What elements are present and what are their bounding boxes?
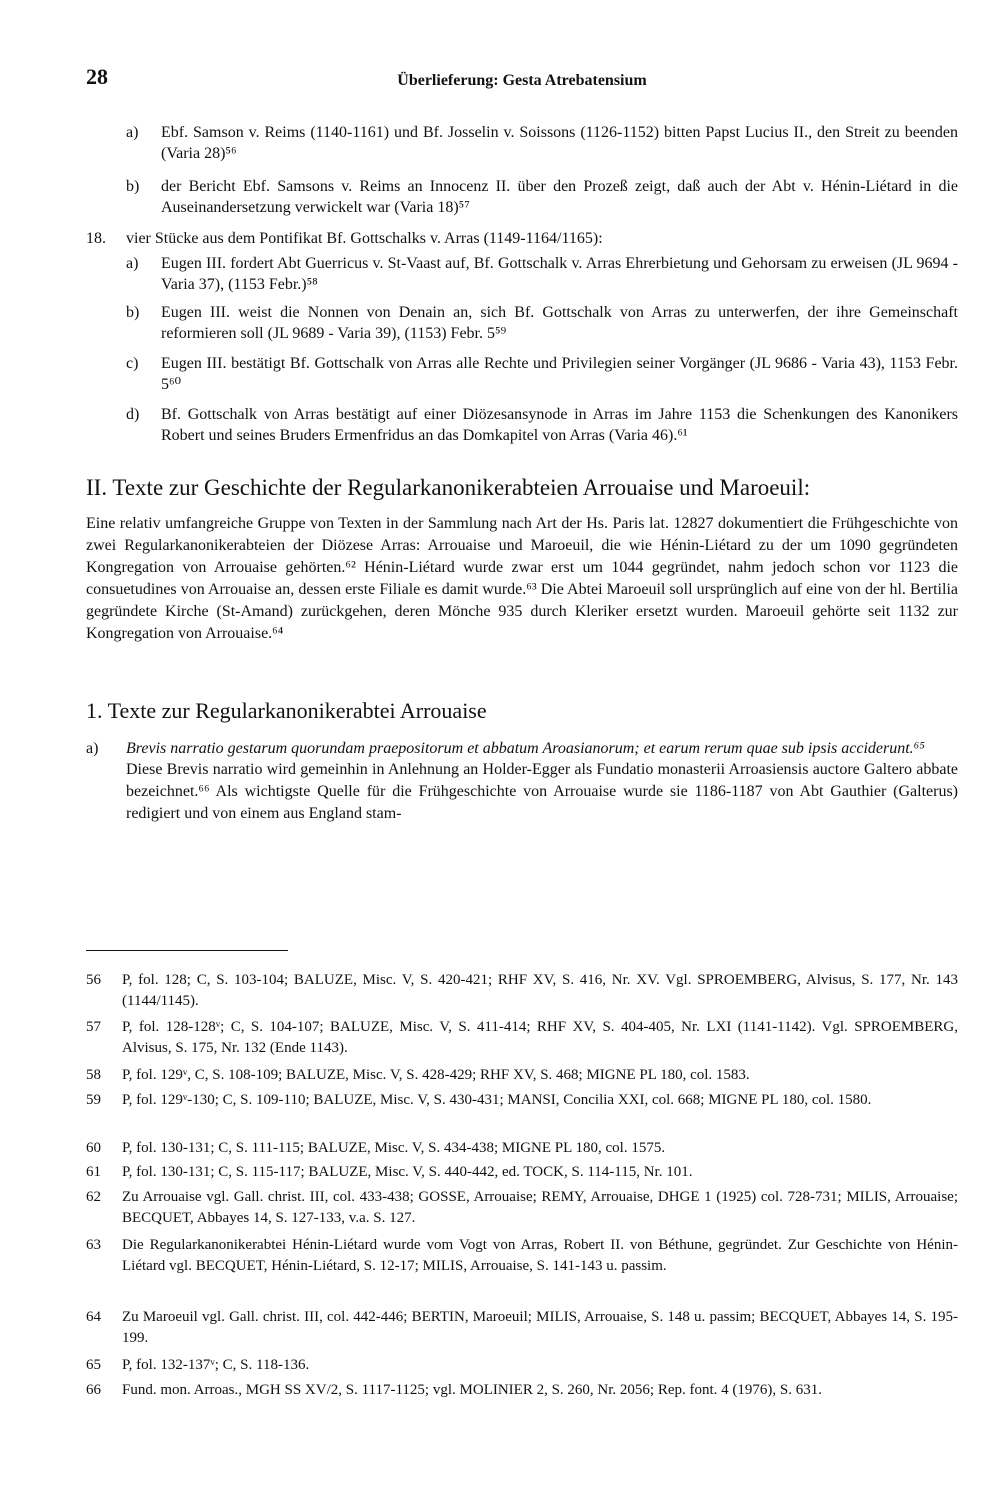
- subsection-heading: 1. Texte zur Regularkanonikerabtei Arrouaise: [86, 698, 487, 723]
- footnote: [86, 1355, 958, 1376]
- footnote-text: P, fol. 128-128ᵛ; C, S. 104-107; BALUZE, Misc. V, S. 411-414; RHF XV, S. 404-405, Nr. LXI (1141-1142). Vgl. SPROEMBERG, Alvisus, S. 175, Nr. 132 (Ende 1143).: [122, 1019, 958, 1056]
- list-item-label: 18.: [86, 230, 106, 247]
- footnote-number: 56: [86, 972, 101, 988]
- footnote: [86, 1162, 958, 1183]
- footnote: [86, 1090, 958, 1111]
- work-title: Brevis narratio gestarum quorundam praepositorum et abbatum Aroasianorum; et earum rerum quae sub ipsis acciderunt.⁶⁵: [126, 740, 925, 757]
- list-item-label: a): [126, 124, 139, 141]
- list-item-text: vier Stücke aus dem Pontifikat Bf. Gottschalks v. Arras (1149-1164/1165):: [126, 230, 603, 247]
- footnote-number: 64: [86, 1309, 101, 1325]
- footnote: [86, 970, 958, 1012]
- list-item-text: Eugen III. bestätigt Bf. Gottschalk von Arras alle Rechte und Privilegien seiner Vorgänger (JL 9686 - Varia 43), 1153 Febr. 5⁶⁰: [161, 355, 958, 393]
- list-item-label: a): [126, 255, 139, 272]
- page-number: 28: [86, 64, 108, 89]
- list-item-text: Bf. Gottschalk von Arras bestätigt auf einer Diözesansynode in Arras im Jahre 1153 die Schenkungen des Kanonikers Robert und seines Bruders Ermenfridus an das Domkapitel von Arras (Varia 46).⁶¹: [161, 406, 958, 444]
- list-item-label: c): [126, 355, 139, 372]
- list-item: [86, 404, 958, 446]
- footnote-number: 58: [86, 1067, 101, 1083]
- section-heading: II. Texte zur Geschichte der Regularkanonikerabteien Arrouaise und Maroeuil:: [86, 475, 811, 500]
- list-item-18: [86, 228, 958, 249]
- footnote-number: 57: [86, 1019, 101, 1035]
- footnote-text: P, fol. 128; C, S. 103-104; BALUZE, Misc. V, S. 420-421; RHF XV, S. 416, Nr. XV. Vgl. SPROEMBERG, Alvisus, S. 177, Nr. 143 (1144/1145).: [122, 972, 958, 1009]
- list-item-text: der Bericht Ebf. Samsons v. Reims an Innocenz II. über den Prozeß zeigt, daß auch der Abt v. Hénin-Liétard in die Auseinandersetzung verwickelt war (Varia 18)⁵⁷: [161, 178, 958, 216]
- footnote-text: Die Regularkanonikerabtei Hénin-Liétard wurde vom Vogt von Arras, Robert II. von Béthune, gegründet. Zur Geschichte von Hénin-Liétard vgl. BECQUET, Hénin-Liétard, S. 12-17; MILIS, Arrouaise, S. 141-143 u. passim.: [122, 1237, 958, 1274]
- list-item-text: Eugen III. fordert Abt Guerricus v. St-Vaast auf, Bf. Gottschalk v. Arras Ehrerbietung und Gehorsam zu erweisen (JL 9694 - Varia 37), (1153 Febr.)⁵⁸: [161, 255, 958, 293]
- list-item-text: Ebf. Samson v. Reims (1140-1161) und Bf. Josselin v. Soissons (1126-1152) bitten Papst Lucius II., den Streit zu beenden (Varia 28)⁵⁶: [161, 124, 958, 162]
- footnote: [86, 1017, 958, 1059]
- list-item-a: [86, 738, 958, 825]
- footnote-text: P, fol. 129ᵛ-130; C, S. 109-110; BALUZE, Misc. V, S. 430-431; MANSI, Concilia XXI, col. 668; MIGNE PL 180, col. 1580.: [122, 1092, 872, 1108]
- footnote-number: 59: [86, 1092, 101, 1108]
- footnote-text: Zu Arrouaise vgl. Gall. christ. III, col. 433-438; GOSSE, Arrouaise; REMY, Arrouaise, DHGE 1 (1925) col. 728-731; MILIS, Arrouaise; BECQUET, Abbayes 14, S. 127-133, v.a. S. 127.: [122, 1189, 958, 1226]
- footnote-text: P, fol. 129ᵛ, C, S. 108-109; BALUZE, Misc. V, S. 428-429; RHF XV, S. 468; MIGNE PL 180, col. 1583.: [122, 1067, 750, 1083]
- running-title: Überlieferung: Gesta Atrebatensium: [397, 72, 647, 89]
- footnote: [86, 1065, 958, 1086]
- page-header: [86, 66, 958, 96]
- footnote-text: Fund. mon. Arroas., MGH SS XV/2, S. 1117-1125; vgl. MOLINIER 2, S. 260, Nr. 2056; Rep. font. 4 (1976), S. 631.: [122, 1382, 823, 1398]
- list-item: [86, 122, 958, 164]
- body-paragraph: Eine relativ umfangreiche Gruppe von Texten in der Sammlung nach Art der Hs. Paris lat. 12827 dokumentiert die Frühgeschichte von zwei Regularkanonikerabteien der Diözese Arras: Arrouaise und Maroeuil, die wie Hénin-Liétard zu der um 1090 gegründeten Kongregation von Arrouaise gehörten.⁶² Hénin-Liétard wurde zwar erst um 1044 gegründet, nahm jedoch schon vor 1123 die consuetudines von Arrouaise an, dessen erste Filiale es damit wurde.⁶³ Die Abtei Maroeuil soll ursprünglich auf eine von der hl. Bertilia gegründete Kirche (St-Amand) zurückgehen, deren Mönche 935 durch Kleriker ersetzt wurden. Maroeuil gehörte seit 1132 zur Kongregation von Arrouaise.⁶⁴: [86, 515, 958, 642]
- footnote-number: 66: [86, 1382, 101, 1398]
- list-item: [86, 302, 958, 344]
- footnote: [86, 1380, 958, 1401]
- footnote: [86, 1187, 958, 1229]
- footnote-text: P, fol. 132-137ᵛ; C, S. 118-136.: [122, 1357, 310, 1373]
- footnote: [86, 1235, 958, 1277]
- footnote-number: 65: [86, 1357, 101, 1373]
- footnote-text: P, fol. 130-131; C, S. 111-115; BALUZE, Misc. V, S. 434-438; MIGNE PL 180, col. 1575.: [122, 1140, 666, 1156]
- list-item-label: b): [126, 178, 140, 195]
- list-item-text: Diese Brevis narratio wird gemeinhin in Anlehnung an Holder-Egger als Fundatio monasterii Arroasiensis auctore Galtero abbate bezeichnet.⁶⁶ Als wichtigste Quelle für die Frühgeschichte von Arrouaise wurde sie 1186-1187 von Abt Gauthier (Galterus) redigiert und von einem aus England stam-: [126, 761, 958, 822]
- list-item: [86, 176, 958, 218]
- list-item: [86, 353, 958, 395]
- footnote-number: 62: [86, 1189, 101, 1205]
- footnote-divider: [86, 950, 288, 951]
- footnote-number: 60: [86, 1140, 101, 1156]
- footnote-text: P, fol. 130-131; C, S. 115-117; BALUZE, Misc. V, S. 440-442, ed. TOCK, S. 114-115, Nr. 101.: [122, 1164, 693, 1180]
- list-item-text: Eugen III. weist die Nonnen von Denain an, sich Bf. Gottschalk von Arras zu unterwerfen, der ihre Gemeinschaft reformieren soll (JL 9689 - Varia 39), (1153) Febr. 5⁵⁹: [161, 304, 958, 342]
- footnote-text: Zu Maroeuil vgl. Gall. christ. III, col. 442-446; BERTIN, Maroeuil; MILIS, Arrouaise, S. 148 u. passim; BECQUET, Abbayes 14, S. 195-199.: [122, 1309, 958, 1346]
- list-item: [86, 253, 958, 295]
- footnote-number: 61: [86, 1164, 101, 1180]
- list-item-label: b): [126, 304, 140, 321]
- list-item-label: a): [86, 740, 99, 757]
- footnote-number: 63: [86, 1237, 101, 1253]
- footnote: [86, 1307, 958, 1349]
- list-item-label: d): [126, 406, 140, 423]
- footnote: [86, 1138, 958, 1159]
